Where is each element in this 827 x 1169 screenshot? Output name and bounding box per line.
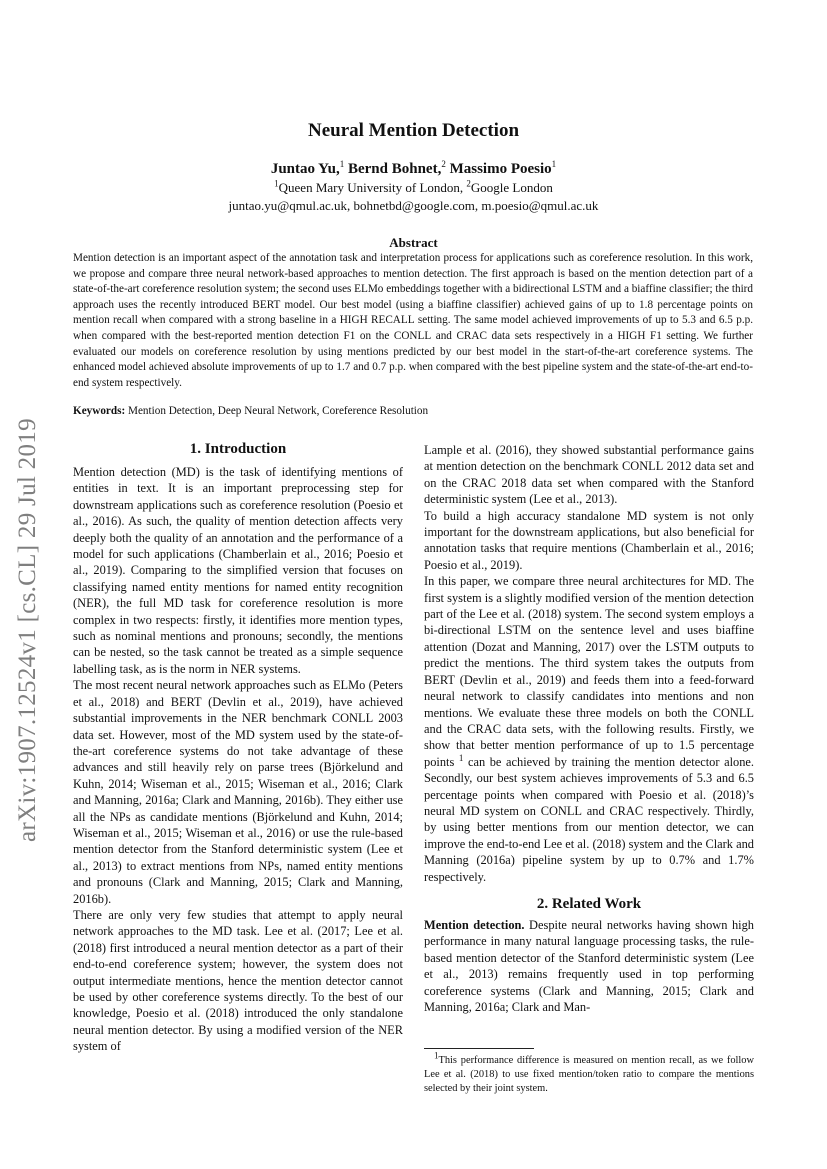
paragraph: To build a high accuracy standalone MD system is not only important for the downstream applications, but also beneficial for annotation tasks that require mentions (Chamberlain et al., 2016; Poesio et al., 2019). <box>424 508 754 572</box>
setting-name: HIGH RECALL <box>339 314 415 327</box>
abstract-text: data sets respectively in a <box>486 329 618 342</box>
paragraph: The most recent neural network approaches such as ELMo (Peters et al., 2018) and BERT (Devlin et al., 2019), have achieved substantial improvements in the NER benchmark CONLL 2003 data set. However, most of the MD system used by the state-of-the-art coreference systems do not take advantage of these advances and still heavily rely on parse trees (Björkelund and Kuhn, 2014; Wiseman et al., 2015; Wiseman et al., 2016; Clark and Manning, 2016a; Clark and Manning, 2016b). They either use all the NPs as candidate mentions (Björkelund and Kuhn, 2014; Wiseman et al., 2015; Wiseman et al., 2016) or use the rule-based mention detector from the Stanford deterministic system (Lee et al., 2013) to extract mentions from NPs, named entity mentions and pronouns (Clark and Manning, 2015; Clark and Manning, 2016b). <box>73 678 404 906</box>
footnote-mark: 1 <box>434 1050 439 1061</box>
right-column <box>424 442 754 1015</box>
affiliation-mark: 1 <box>274 178 279 189</box>
author-list <box>0 161 827 178</box>
paragraph: There are only very few studies that attempt to apply neural network approaches to the MD task. Lee et al. (2017; Lee et al. (2018) first introduced a neural mention detector as a part of their end-to-end coreference system; however, the system does not output intermediate mentions, hence the mention detector cannot be used by other coreference systems directly. To the best of our knowledge, Poesio et al. (2018) introduced the only standalone neural mention detector. By using a modified version of the NER system of <box>73 907 403 1054</box>
affiliation-name: Google London <box>470 180 553 195</box>
abstract-text: setting. We further evaluated our models on coreference resolution by using mentions predicted by our best model in the start-of-the-art coreference systems. The enhanced model achieved absolute improvements of up to 1.7 and 0.7 p.p. when compared with the best pipeline system and the state-of-the-art end-to-end system respectively. <box>73 329 753 389</box>
paper-title: Neural Mention Detection <box>307 120 520 141</box>
paragraph: Mention detection. Despite neural networks having shown high performance in many natural language processing tasks, the rule-based mention detector of the Stanford deterministic system (Lee et al., 2013) remains frequently used in top performing coreference systems (Clark and Manning, 2015; Clark and Manning, 2016a; Clark and Man- <box>424 917 754 1014</box>
section-heading-related-work: 2. Related Work <box>536 895 642 912</box>
affiliation-mark: 1 <box>551 159 557 169</box>
author-name: Juntao Yu, <box>270 161 340 177</box>
footnote-mark[interactable]: 1 <box>458 752 464 763</box>
abstract-heading: Abstract <box>389 235 438 250</box>
paragraph-lead: Mention detection. <box>424 917 525 932</box>
footnote-rule <box>424 1048 534 1049</box>
dataset-name: CRAC <box>456 329 487 342</box>
keywords-text: Mention Detection, Deep Neural Network, Coreference Resolution <box>125 405 429 417</box>
section-heading-introduction: 1. Introduction <box>189 441 287 457</box>
keywords <box>73 405 753 417</box>
paragraph: In this paper, we compare three neural architectures for MD. The first system is a slightly modified version of the mention detection part of the Lee et al. (2018) system. The second system employs a bi-directional LSTM on the sentence level and uses biaffine attention (Dozat and Manning, 2017) over the LSTM outputs to predict the mentions. The third system takes the outputs from BERT (Devlin et al., 2019) and feeds them into a feed-forward neural network to classify candidates into mentions and non mentions. We evaluate these three models on both the CONLL and the CRAC data sets, with the following results. Firstly, we show that better mention performance of up to 1.5 percentage points $^1$ can be achieved by training the mention detector alone. Secondly, our best system achieves improvements of 5.3 and 6.5 percentage points when compared with Poesio et al. (2018)’s neural MD system on CONLL and CRAC respectively. Thirdly, by using better mentions from our mention detector, we can improve the end-to-end Lee et al. (2018) system and the Clark and Manning (2016a) pipeline system by up to 0.7% and 1.7% respectively. <box>424 574 754 884</box>
setting-name: HIGH F1 <box>617 329 662 342</box>
abstract-text: and <box>431 329 457 342</box>
affiliation-mark: 2 <box>466 178 471 189</box>
keywords-label: Keywords: <box>73 405 126 417</box>
footnote-text: $^1$This performance difference is measured on mention recall, as we follow Lee et al. (2018) to use fixed mention/token ratio to compare the mentions selected by their joint system. <box>424 1050 754 1094</box>
affiliation-name: Queen Mary University of London, <box>278 180 467 195</box>
abstract-text: setting. The same model achieved improvements of up to 5.3 and 6.5 p.p. when compared with the best-reported mention detection F1 on the <box>73 314 754 342</box>
affiliation-mark: 2 <box>441 159 446 169</box>
affiliations <box>0 180 827 196</box>
author-name: Massimo Poesio <box>449 161 552 177</box>
left-column <box>73 440 403 1055</box>
abstract-body <box>73 251 753 391</box>
abstract-text: Mention detection is an important aspect of the annotation task and interpretation process for applications such as coreference resolution. In this work, we propose and compare three neural network-based approaches to mention detection. The first approach is based on the mention detection part of a state-of-the-art coreference resolution system; the second uses ELMo embeddings together with a bidirectional LSTM and a biaffine classifier; the third approach uses the recently introduced BERT model. Our best model (using a biaffine classifier) achieved gains of up to 1.8 percentage points on mention recall when compared with a strong baseline in a <box>73 252 753 327</box>
arxiv-identifier: arXiv:1907.12524v1 [cs.CL] 29 Jul 2019 <box>14 418 41 842</box>
affiliation-mark: 1 <box>339 159 345 169</box>
author-name: Bernd Bohnet, <box>347 161 442 177</box>
paragraph: Lample et al. (2016), they showed substantial performance gains at mention detection on the benchmark CONLL 2012 data set and on the CRAC 2018 data set when compared with the Stanford deterministic system (Lee et al., 2013). <box>424 443 754 507</box>
footnote <box>424 1048 754 1096</box>
author-emails: juntao.yu@qmul.ac.uk, bohnetbd@google.com, m.poesio@qmul.ac.uk <box>228 198 599 213</box>
paragraph: Mention detection (MD) is the task of identifying mentions of entities in text. It is an important preprocessing step for downstream applications such as coreference resolution (Poesio et al., 2016). As such, the quality of mention detection affects very deeply both the quality of an annotation and the performance of a model for such applications (Chamberlain et al., 2016; Poesio et al., 2019). Comparing to the simplified version that focuses on classifying named entity mentions for named entity recognition (NER), the full MD task for coreference resolution is more complex in two respects: firstly, it identifies more mention types, such as nominal mentions and pronouns; secondly, the mentions can be nested, so the task cannot be treated as a simple sequence labelling task, as is the norm in NER systems. <box>73 465 403 676</box>
dataset-name: CONLL <box>393 329 432 342</box>
